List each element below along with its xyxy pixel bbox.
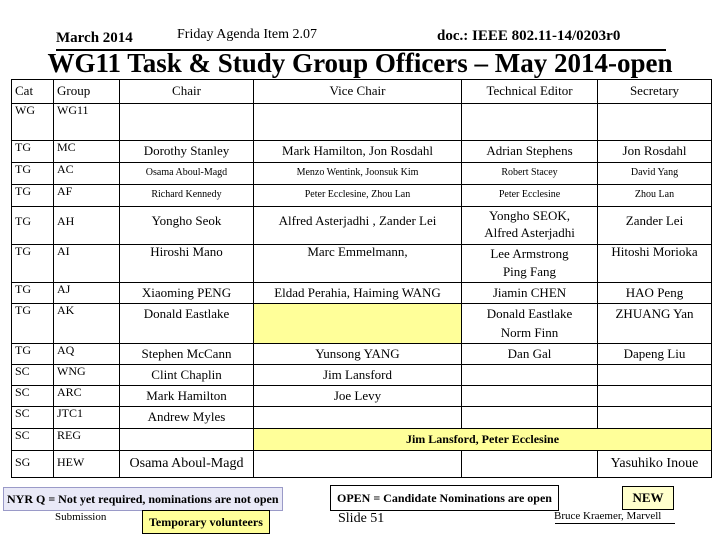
group-cell: JTC1 bbox=[54, 407, 120, 429]
editor-line: Lee Armstrong bbox=[490, 246, 569, 261]
group-cell: AK bbox=[54, 304, 120, 344]
column-header-cat: Cat bbox=[12, 80, 54, 104]
vice-chair-cell: Joe Levy bbox=[254, 386, 462, 407]
chair-cell: Donald Eastlake bbox=[120, 304, 254, 344]
editor-cell bbox=[462, 304, 598, 344]
editor-cell: Robert Stacey bbox=[462, 163, 598, 185]
chair-cell: Xiaoming PENG bbox=[120, 283, 254, 304]
cat-cell: TG bbox=[12, 344, 54, 365]
merged-officers-cell: Jim Lansford, Peter Ecclesine bbox=[254, 429, 712, 451]
secretary-cell: HAO Peng bbox=[598, 283, 712, 304]
header-doc-id: doc.: IEEE 802.11-14/0203r0 bbox=[437, 28, 621, 44]
chair-cell: Mark Hamilton bbox=[120, 386, 254, 407]
editor-cell: Dan Gal bbox=[462, 344, 598, 365]
group-cell: REG bbox=[54, 429, 120, 451]
secretary-cell: Zhou Lan bbox=[598, 185, 712, 207]
table-row bbox=[12, 386, 712, 407]
editor-cell bbox=[462, 207, 598, 245]
secretary-cell: Hitoshi Morioka bbox=[598, 245, 712, 283]
chair-cell: Osama Aboul-Magd bbox=[120, 163, 254, 185]
editor-line: Donald Eastlake bbox=[486, 306, 573, 321]
vice-chair-cell: Marc Emmelmann, bbox=[254, 245, 462, 283]
table-row bbox=[12, 141, 712, 163]
footer-submission: Submission bbox=[55, 511, 107, 523]
group-cell: HEW bbox=[54, 451, 120, 478]
table-row bbox=[12, 365, 712, 386]
cat-cell: TG bbox=[12, 163, 54, 185]
footer-author: Bruce Kraemer, Marvell bbox=[554, 510, 662, 522]
temporary-volunteers-note: Temporary volunteers bbox=[142, 510, 270, 534]
header-agenda-item: Friday Agenda Item 2.07 bbox=[177, 27, 317, 42]
vice-chair-cell: Alfred Asterjadhi , Zander Lei bbox=[254, 207, 462, 245]
table-row bbox=[12, 245, 712, 283]
secretary-cell bbox=[598, 365, 712, 386]
chair-cell: Clint Chaplin bbox=[120, 365, 254, 386]
secretary-cell: Yasuhiko Inoue bbox=[598, 451, 712, 478]
group-cell: WNG bbox=[54, 365, 120, 386]
editor-cell bbox=[462, 365, 598, 386]
group-cell: ARC bbox=[54, 386, 120, 407]
vice-chair-cell: Jim Lansford bbox=[254, 365, 462, 386]
page-title: WG11 Task & Study Group Officers – May 2014-open bbox=[47, 48, 673, 78]
chair-cell: Stephen McCann bbox=[120, 344, 254, 365]
table-row bbox=[12, 207, 712, 245]
table-row bbox=[12, 344, 712, 365]
chair-cell: Osama Aboul-Magd bbox=[120, 451, 254, 478]
chair-cell bbox=[120, 429, 254, 451]
editor-line: Alfred Asterjadhi bbox=[484, 225, 575, 240]
secretary-cell: Jon Rosdahl bbox=[598, 141, 712, 163]
chair-cell: Andrew Myles bbox=[120, 407, 254, 429]
table-row bbox=[12, 185, 712, 207]
column-header-group: Group bbox=[54, 80, 120, 104]
editor-cell: Jiamin CHEN bbox=[462, 283, 598, 304]
cat-cell: TG bbox=[12, 207, 54, 245]
cat-cell: SC bbox=[12, 386, 54, 407]
nyr-legend-note: NYR Q = Not yet required, nominations are not open bbox=[3, 487, 283, 511]
vice-chair-cell: Menzo Wentink, Joonsuk Kim bbox=[254, 163, 462, 185]
cat-cell: SG bbox=[12, 451, 54, 478]
cat-cell: SC bbox=[12, 365, 54, 386]
chair-cell: Yongho Seok bbox=[120, 207, 254, 245]
group-cell: AI bbox=[54, 245, 120, 283]
cat-cell: TG bbox=[12, 141, 54, 163]
vice-chair-cell: Peter Ecclesine, Zhou Lan bbox=[254, 185, 462, 207]
group-cell: AJ bbox=[54, 283, 120, 304]
editor-line: Yongho SEOK, bbox=[488, 208, 571, 223]
secretary-cell: David Yang bbox=[598, 163, 712, 185]
vice-chair-cell bbox=[254, 304, 462, 344]
vice-chair-cell bbox=[254, 451, 462, 478]
editor-cell bbox=[462, 451, 598, 478]
footer-slide-number: Slide 51 bbox=[338, 511, 385, 526]
table-row bbox=[12, 451, 712, 478]
officers-table bbox=[11, 79, 712, 478]
open-legend-note: OPEN = Candidate Nominations are open bbox=[330, 485, 559, 511]
group-cell: AH bbox=[54, 207, 120, 245]
editor-cell bbox=[462, 386, 598, 407]
secretary-cell: ZHUANG Yan bbox=[598, 304, 712, 344]
new-legend-note: NEW bbox=[622, 486, 674, 510]
group-cell: AQ bbox=[54, 344, 120, 365]
cat-cell: SC bbox=[12, 407, 54, 429]
vice-chair-cell bbox=[254, 407, 462, 429]
group-cell: MC bbox=[54, 141, 120, 163]
editor-cell bbox=[462, 104, 598, 141]
chair-cell bbox=[120, 104, 254, 141]
vice-chair-cell bbox=[254, 104, 462, 141]
table-row bbox=[12, 407, 712, 429]
chair-cell: Dorothy Stanley bbox=[120, 141, 254, 163]
secretary-cell: Dapeng Liu bbox=[598, 344, 712, 365]
footer-author-rule bbox=[555, 523, 675, 524]
secretary-cell bbox=[598, 104, 712, 141]
cat-cell: SC bbox=[12, 429, 54, 451]
cat-cell: TG bbox=[12, 283, 54, 304]
table-row bbox=[12, 104, 712, 141]
vice-chair-cell: Eldad Perahia, Haiming WANG bbox=[254, 283, 462, 304]
editor-line: Ping Fang bbox=[502, 264, 557, 279]
group-cell: AF bbox=[54, 185, 120, 207]
chair-cell: Richard Kennedy bbox=[120, 185, 254, 207]
header-date: March 2014 bbox=[56, 30, 133, 46]
table-row bbox=[12, 163, 712, 185]
column-header-technical-editor: Technical Editor bbox=[462, 80, 598, 104]
secretary-cell: Zander Lei bbox=[598, 207, 712, 245]
cat-cell: TG bbox=[12, 304, 54, 344]
editor-cell: Peter Ecclesine bbox=[462, 185, 598, 207]
secretary-cell bbox=[598, 407, 712, 429]
column-header-secretary: Secretary bbox=[598, 80, 712, 104]
editor-cell: Adrian Stephens bbox=[462, 141, 598, 163]
secretary-cell bbox=[598, 386, 712, 407]
editor-cell bbox=[462, 245, 598, 283]
column-header-chair: Chair bbox=[120, 80, 254, 104]
group-cell: AC bbox=[54, 163, 120, 185]
cat-cell: WG bbox=[12, 104, 54, 141]
editor-line: Norm Finn bbox=[500, 325, 559, 340]
editor-cell bbox=[462, 407, 598, 429]
chair-cell: Hiroshi Mano bbox=[120, 245, 254, 283]
column-header-vice-chair: Vice Chair bbox=[254, 80, 462, 104]
table-header-row bbox=[12, 80, 712, 104]
table-row bbox=[12, 304, 712, 344]
table-row bbox=[12, 429, 712, 451]
vice-chair-cell: Yunsong YANG bbox=[254, 344, 462, 365]
cat-cell: TG bbox=[12, 185, 54, 207]
cat-cell: TG bbox=[12, 245, 54, 283]
vice-chair-cell: Mark Hamilton, Jon Rosdahl bbox=[254, 141, 462, 163]
group-cell: WG11 bbox=[54, 104, 120, 141]
table-row bbox=[12, 283, 712, 304]
